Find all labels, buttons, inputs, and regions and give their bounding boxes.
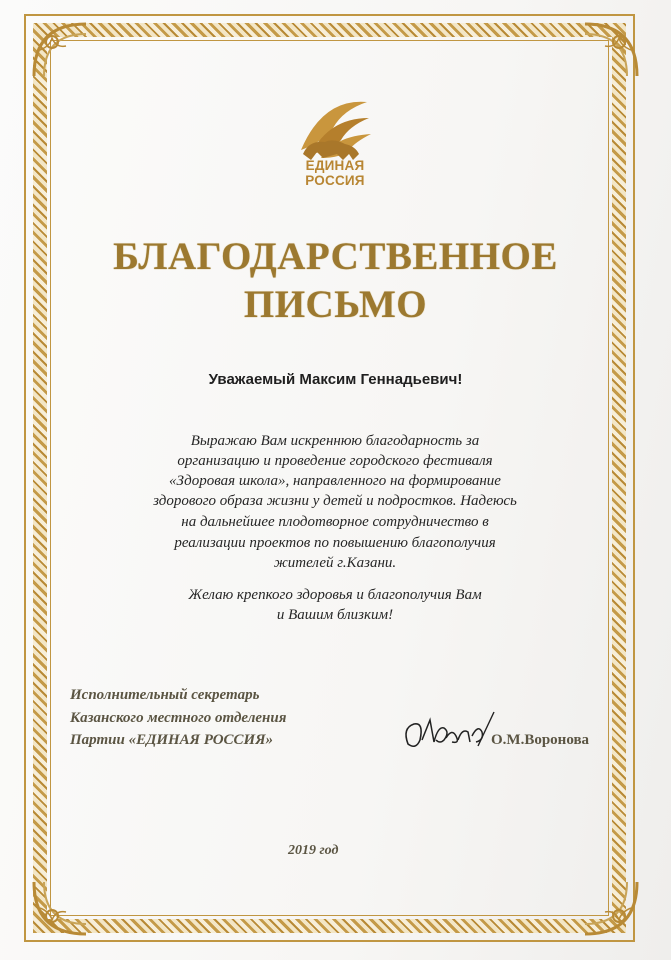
corner-ornament-icon [581,878,641,938]
document-title-line2: ПИСЬМО [243,283,428,326]
signer-position-line: Казанского местного отделения [70,710,287,726]
body-text-line: Выражаю Вам искреннюю благодарность за [190,433,480,449]
body-text-line: и Вашим близким! [276,607,394,623]
body-text-line: жителей г.Казани. [273,555,397,571]
corner-ornament-icon [30,20,90,80]
corner-ornament-icon [581,20,641,80]
body-text-line: реализации проектов по повышению благополучия [174,535,496,551]
body-text-line: на дальнейшее плодотворное сотрудничество в [181,514,489,530]
document-year: 2019 год [288,843,339,858]
greeting: Уважаемый Максим Геннадьевич! [208,371,463,388]
body-text-line: организацию и проведение городского фестиваля [177,453,493,469]
handwritten-signature-icon [400,706,500,756]
signer-name: О.М.Воронова [491,732,590,748]
body-text-line: здорового образа жизни у детей и подростков. Надеюсь [153,493,517,509]
document-title-line1: БЛАГОДАРСТВЕННОЕ [113,235,558,278]
body-text-line: «Здоровая школа», направленного на формирование [169,473,501,489]
corner-ornament-icon [30,878,90,938]
signer-position-line: Партии «ЕДИНАЯ РОССИЯ» [70,732,274,748]
logo-text-line2: РОССИЯ [305,173,365,188]
signer-position-line: Исполнительный секретарь [70,687,260,703]
body-text-line: Желаю крепкого здоровья и благополучия Вам [188,587,482,603]
logo-text-line1: ЕДИНАЯ [305,158,365,173]
